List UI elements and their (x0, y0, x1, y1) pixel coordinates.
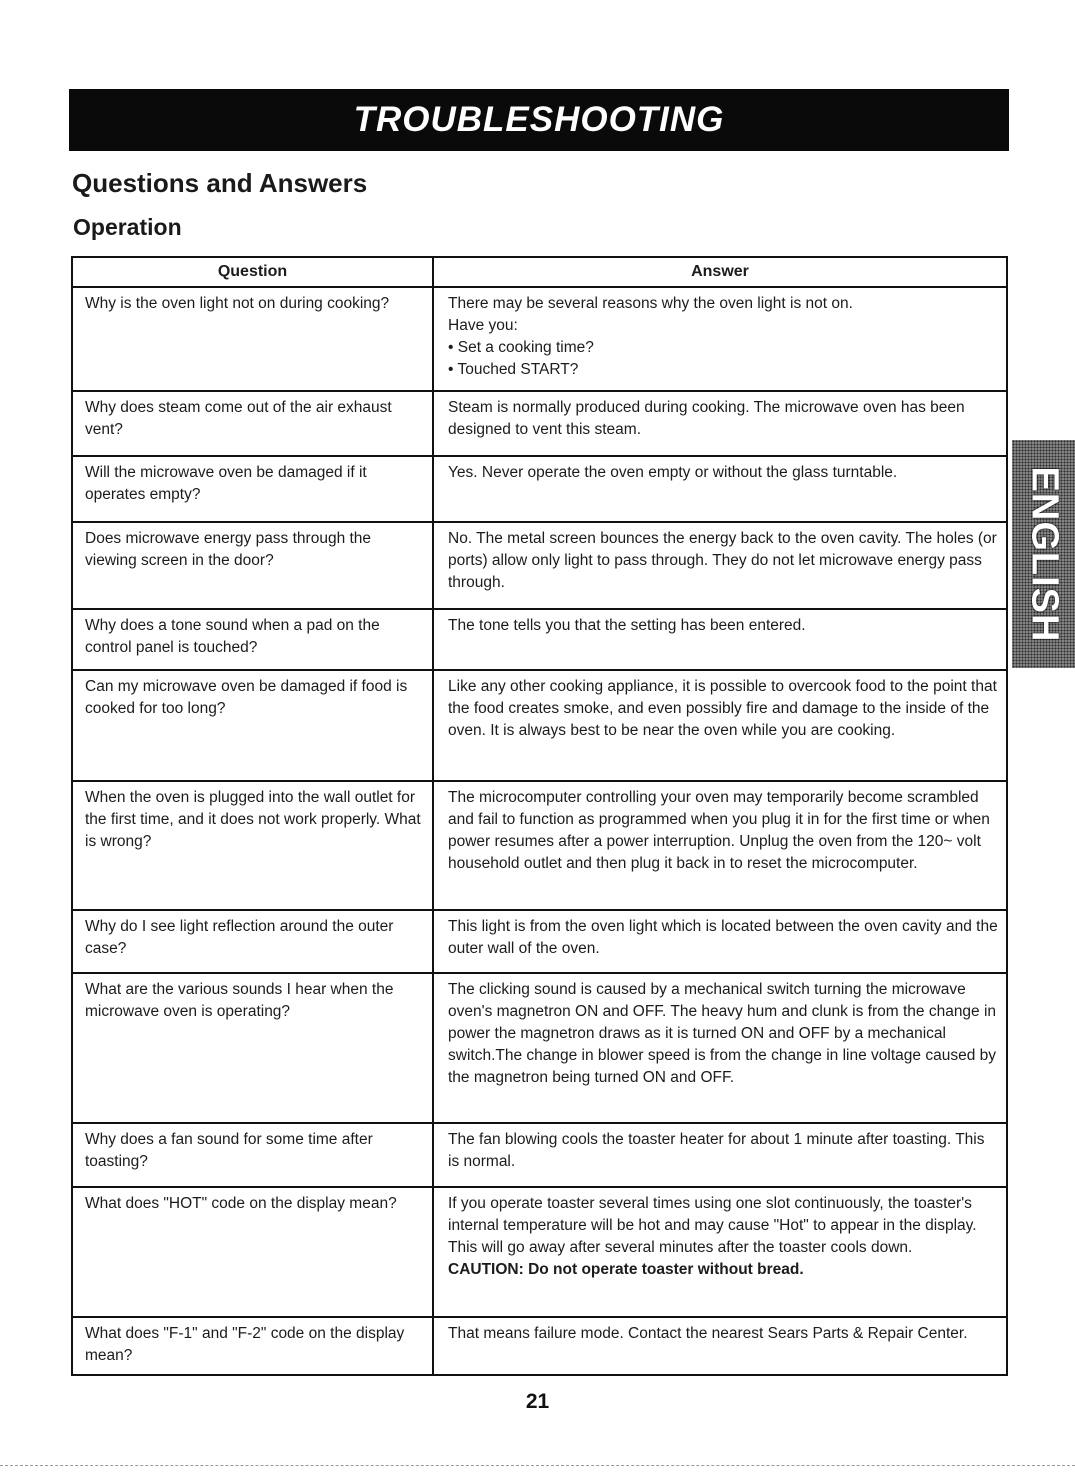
answer-line: • Set a cooking time? (448, 339, 594, 356)
question-cell: What does "HOT" code on the display mean? (72, 1187, 433, 1317)
question-cell: Can my microwave oven be damaged if food is cooked for too long? (72, 670, 433, 781)
answer-line: If you operate toaster several times using one slot continuously, the toaster's internal temperature will be hot and may cause "Hot" to appear in the display. This will go away after several minutes after the toaster cools down. (448, 1195, 977, 1256)
answer-cell: No. The metal screen bounces the energy back to the oven cavity. The holes (or ports) allow only light to pass through. They do not let microwave energy pass through. (433, 522, 1007, 609)
question-cell: What are the various sounds I hear when the microwave oven is operating? (72, 973, 433, 1123)
question-header: Question (72, 257, 433, 287)
table-row (72, 781, 1007, 910)
answer-cell: Steam is normally produced during cooking. The microwave oven has been designed to vent this steam. (433, 391, 1007, 456)
table-row (72, 973, 1007, 1123)
section-title: Questions and Answers (72, 168, 368, 198)
table-row (72, 1317, 1007, 1375)
question-cell: Will the microwave oven be damaged if it operates empty? (72, 456, 433, 522)
question-cell: Why does steam come out of the air exhaust vent? (72, 391, 433, 456)
answer-cell: That means failure mode. Contact the nearest Sears Parts & Repair Center. (433, 1317, 1007, 1375)
question-cell: When the oven is plugged into the wall outlet for the first time, and it does not work properly. What is wrong? (72, 781, 433, 910)
question-cell: Does microwave energy pass through the viewing screen in the door? (72, 522, 433, 609)
answer-cell (433, 287, 1007, 391)
table-row (72, 456, 1007, 522)
question-cell: Why do I see light reflection around the outer case? (72, 910, 433, 973)
page-number: 21 (525, 1390, 550, 1413)
answer-header: Answer (433, 257, 1007, 287)
question-cell: What does "F-1" and "F-2" code on the display mean? (72, 1317, 433, 1375)
table-row (72, 522, 1007, 609)
answer-line: There may be several reasons why the oven light is not on. (448, 295, 853, 312)
caution-note: CAUTION: Do not operate toaster without bread. (448, 1261, 804, 1278)
answer-line: • Touched START? (448, 361, 579, 378)
answer-cell: Like any other cooking appliance, it is possible to overcook food to the point that the food creates smoke, and even possibly fire and damage to the inside of the oven. It is always best to be near the oven while you are cooking. (433, 670, 1007, 781)
banner-title: TROUBLESHOOTING (353, 100, 725, 139)
table-row (72, 910, 1007, 973)
table-row (72, 609, 1007, 670)
qa-table (71, 256, 1008, 1376)
answer-line: Have you: (448, 317, 518, 334)
answer-cell: The clicking sound is caused by a mechanical switch turning the microwave oven's magnetron ON and OFF. The heavy hum and clunk is from the change in power the magnetron draws as it is turned ON and OFF by a mechanical switch.The change in blower speed is from the change in line voltage caused by the magnetron being turned ON and OFF. (433, 973, 1007, 1123)
answer-cell (433, 1187, 1007, 1317)
bottom-divider (0, 1465, 1075, 1466)
subsection-title: Operation (73, 214, 182, 240)
question-cell: Why does a tone sound when a pad on the control panel is touched? (72, 609, 433, 670)
table-header-row (72, 257, 1007, 287)
question-cell: Why is the oven light not on during cooking? (72, 287, 433, 391)
answer-cell: The microcomputer controlling your oven may temporarily become scrambled and fail to function as programmed when you plug it in for the first time or when power resumes after a power interruption. Unplug the oven from the 120~ volt household outlet and then plug it back in to reset the microcomputer. (433, 781, 1007, 910)
table-row (72, 670, 1007, 781)
answer-cell: The tone tells you that the setting has been entered. (433, 609, 1007, 670)
table-row (72, 287, 1007, 391)
table-row (72, 1187, 1007, 1317)
title-banner (69, 89, 1009, 151)
answer-cell: This light is from the oven light which is located between the oven cavity and the outer wall of the oven. (433, 910, 1007, 973)
language-tab-label: ENGLISH (1023, 466, 1065, 642)
answer-cell: Yes. Never operate the oven empty or without the glass turntable. (433, 456, 1007, 522)
table-row (72, 1123, 1007, 1187)
table-row (72, 391, 1007, 456)
question-cell: Why does a fan sound for some time after toasting? (72, 1123, 433, 1187)
language-side-tab (1012, 440, 1075, 668)
answer-cell: The fan blowing cools the toaster heater for about 1 minute after toasting. This is normal. (433, 1123, 1007, 1187)
